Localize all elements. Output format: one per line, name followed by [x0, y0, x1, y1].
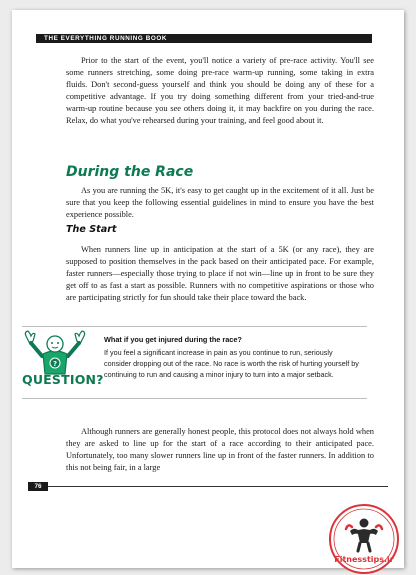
question-sidebar: [104, 335, 359, 380]
page-number: 76: [28, 482, 48, 491]
fitnesstips-watermark-logo: [328, 503, 400, 575]
intro-paragraph: Prior to the start of the event, you'll notice a variety of pre-race activity. You'll see some runners stretching, some doing pre-race warm-up running, some taking in extra fluids. Don't second-guess yourself and think you should be doing any of these for a competitive advantage. If you try doing something different from your tried-and-true warm-up routine because you see others doing it, it may backfire on you during the race. Relax, do what you've rehearsed during your training, and feel good about it.: [66, 56, 374, 125]
watermark-text: Fitnesstips.ir: [334, 555, 394, 564]
closing-paragraph: Although runners are generally honest people, this protocol does not always hold when they are asked to line up for the start of a race according to their anticipated pace. Unfortunately, too many slower runners line up in front of the faster runners. In addition to this not being fair, in a large: [66, 427, 374, 472]
book-page: [12, 10, 404, 568]
subsection-heading: The Start: [66, 224, 117, 235]
sidebar-bottom-rule: [22, 398, 367, 399]
question-person-icon: [22, 330, 94, 376]
svg-text:?: ?: [52, 360, 58, 368]
sidebar-title: What if you get injured during the race?: [104, 335, 242, 344]
question-label: QUESTION?: [22, 372, 104, 387]
running-head: THE EVERYTHING RUNNING BOOK: [36, 34, 372, 43]
question-callout: [22, 330, 104, 390]
sidebar-body: If you feel a significant increase in pain as you continue to run, seriously consider dropping out of the race. No race is worth the risk of hurting yourself by continuing to run and causing a minor injury to turn into a major setback.: [104, 348, 359, 379]
section-paragraph: As you are running the 5K, it's easy to get caught up in the excitement of it all. Just be sure that you keep the following essential guidelines in mind to ensure you have the best experience possible.: [66, 186, 374, 219]
start-paragraph: When runners line up in anticipation at the start of a 5K (or any race), they are supposed to position themselves in the pack based on their anticipated pace. For example, faster runners—especially those trying to place if not win—line up in front to be sure they get off to as fast a start as possible. Runners with no competitive aspirations or those who are participating strictly for fun should take their place toward the back.: [66, 245, 374, 302]
section-heading: During the Race: [66, 164, 194, 180]
sidebar-top-rule: [22, 326, 367, 327]
footer-rule: [48, 486, 388, 487]
